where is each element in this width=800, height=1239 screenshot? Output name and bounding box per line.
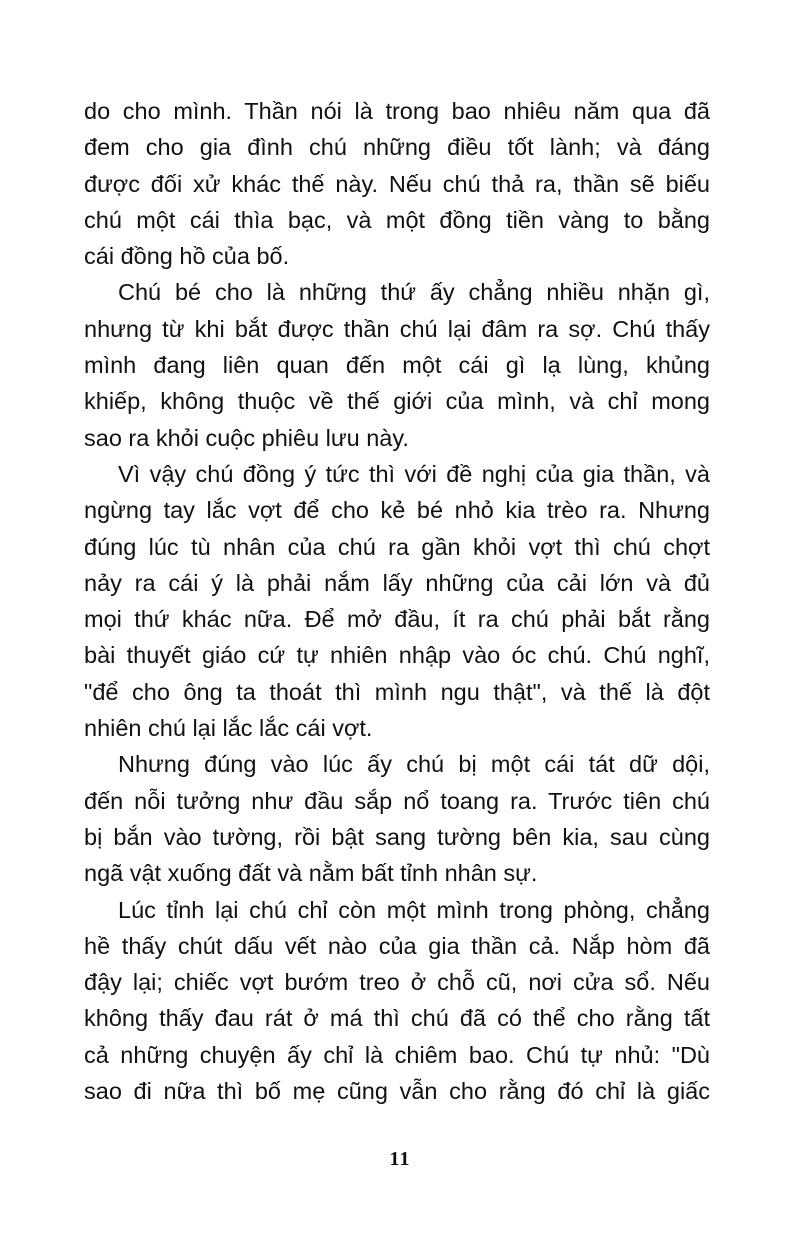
text-line: "để cho ông ta thoát thì mình ngu thật", và thế là đột [84, 678, 710, 705]
text-line: Vì vậy chú đồng ý tức thì với đề nghị của gia thần, và [118, 460, 710, 487]
text-line: cái đồng hồ của bố. [84, 243, 290, 270]
text-line: Chú bé cho là những thứ ấy chẳng nhiều nhặn gì, [118, 279, 710, 306]
text-line: ngừng tay lắc vợt để cho kẻ bé nhỏ kia trèo ra. Nhưng [84, 497, 710, 524]
text-line: sao đi nữa thì bố mẹ cũng vẫn cho rằng đó chỉ là giấc [84, 1078, 710, 1105]
text-line: bài thuyết giáo cứ tự nhiên nhập vào óc chú. Chú nghĩ, [84, 642, 710, 669]
text-line: nảy ra cái ý là phải nắm lấy những của cải lớn và đủ [84, 569, 710, 596]
text-line: nhưng từ khi bắt được thần chú lại đâm ra sợ. Chú thấy [84, 315, 710, 342]
text-line: đem cho gia đình chú những điều tốt lành; và đáng [84, 134, 710, 161]
text-line: Lúc tỉnh lại chú chỉ còn một mình trong phòng, chẳng [118, 896, 710, 923]
text-line: khiếp, không thuộc về thế giới của mình, và chỉ mong [84, 388, 710, 415]
text-line: chú một cái thìa bạc, và một đồng tiền vàng to bằng [84, 206, 710, 233]
page-number: 11 [389, 1148, 411, 1170]
text-line: mọi thứ khác nữa. Để mở đầu, ít ra chú phải bắt rằng [84, 606, 710, 633]
text-line: ngã vật xuống đất và nằm bất tỉnh nhân sự. [84, 860, 538, 887]
text-line: được đối xử khác thế này. Nếu chú thả ra, thần sẽ biếu [84, 170, 710, 197]
text-line: mình đang liên quan đến một cái gì lạ lùng, khủng [84, 352, 710, 379]
text-line: đậy lại; chiếc vợt bướm treo ở chỗ cũ, nơi cửa sổ. Nếu [84, 969, 710, 996]
text-line: hề thấy chút dấu vết nào của gia thần cả. Nắp hòm đã [84, 932, 710, 959]
text-line: đến nỗi tưởng như đầu sắp nổ toang ra. Trước tiên chú [84, 787, 710, 814]
text-line: bị bắn vào tường, rồi bật sang tường bên kia, sau cùng [84, 823, 710, 850]
text-line: không thấy đau rát ở má thì chú đã có thể cho rằng tất [84, 1005, 710, 1032]
text-line: đúng lúc tù nhân của chú ra gần khỏi vợt thì chú chợt [84, 533, 710, 560]
text-line: sao ra khỏi cuộc phiêu lưu này. [84, 424, 409, 451]
body-text [84, 93, 710, 1109]
text-line: cả những chuyện ấy chỉ là chiêm bao. Chú tự nhủ: "Dù [84, 1041, 710, 1068]
text-line: nhiên chú lại lắc lắc cái vợt. [84, 715, 373, 742]
text-line: do cho mình. Thần nói là trong bao nhiêu năm qua đã [84, 98, 710, 124]
text-line: Nhưng đúng vào lúc ấy chú bị một cái tát dữ dội, [118, 751, 710, 778]
